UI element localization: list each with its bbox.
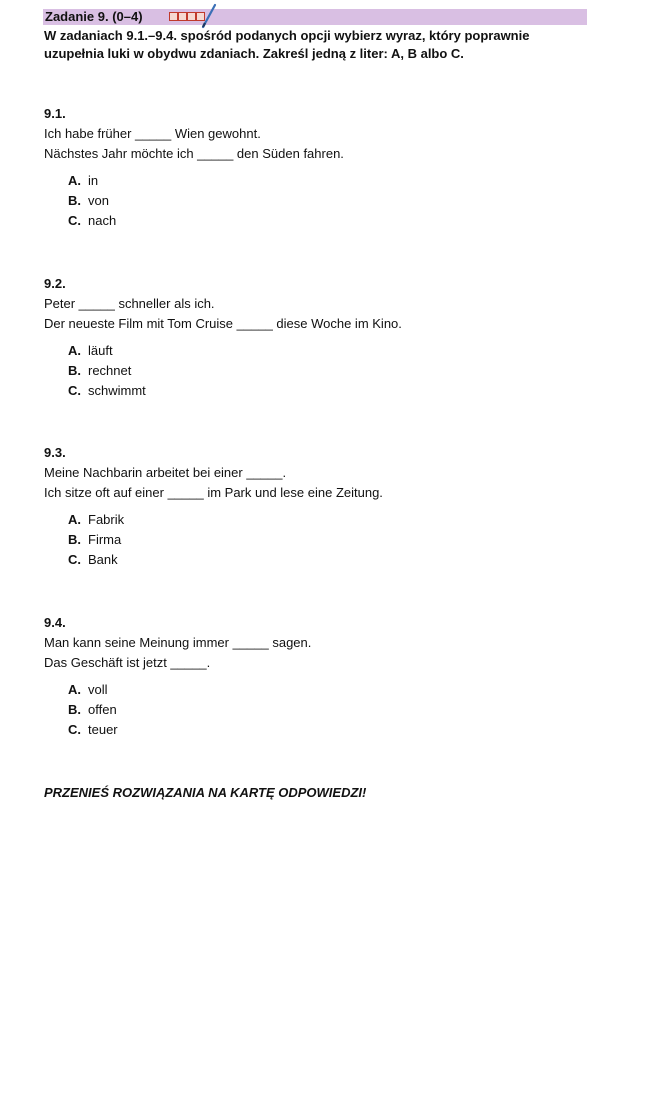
option-text: von [88,193,109,208]
option-c[interactable] [68,381,402,401]
task-header-bar [43,9,587,25]
option-text: läuft [88,343,113,358]
sentence-1: Man kann seine Meinung immer _____ sagen. [44,635,312,650]
option-c[interactable] [68,550,383,570]
sentence-2: Das Geschäft ist jetzt _____. [44,655,211,670]
option-letter: C. [68,383,81,398]
task-instruction: W zadaniach 9.1.–9.4. spośród podanych opcji wybierz wyraz, który poprawnie uzupełnia luki w obydwu zdaniach. Zakreśl jedną z liter: A, B albo C. [44,28,530,61]
task-number: 9.1. [44,106,66,121]
option-letter: C. [68,552,81,567]
option-text: nach [88,213,117,228]
option-text: rechnet [88,363,132,378]
option-letter: A. [68,512,81,527]
option-text: offen [88,702,117,717]
sentence-2: Der neueste Film mit Tom Cruise _____ diese Woche im Kino. [44,316,402,331]
option-letter: A. [68,173,81,188]
sentence-1: Meine Nachbarin arbeitet bei einer _____. [44,465,287,480]
sentence-2: Ich sitze oft auf einer _____ im Park und lese eine Zeitung. [44,485,383,500]
sentence-2: Nächstes Jahr möchte ich _____ den Süden fahren. [44,146,344,161]
option-text: Fabrik [88,512,125,527]
option-letter: B. [68,363,81,378]
option-c[interactable] [68,720,311,740]
option-b[interactable] [68,361,402,381]
option-c[interactable] [68,211,344,231]
score-box[interactable] [187,12,196,21]
task-title: Zadanie 9. (0–4) [45,9,143,24]
option-text: in [88,173,99,188]
task-9-4 [44,613,311,740]
option-text: voll [88,682,108,697]
task-9-1 [44,104,344,231]
option-letter: B. [68,193,81,208]
option-text: Bank [88,552,118,567]
option-a[interactable] [68,341,402,361]
option-letter: A. [68,682,81,697]
options-list [68,680,311,740]
option-letter: C. [68,213,81,228]
option-a[interactable] [68,510,383,530]
option-text: schwimmt [88,383,146,398]
option-b[interactable] [68,700,311,720]
task-number: 9.4. [44,615,66,630]
sentence-1: Ich habe früher _____ Wien gewohnt. [44,126,261,141]
task-number: 9.3. [44,445,66,460]
option-letter: A. [68,343,81,358]
option-b[interactable] [68,530,383,550]
option-letter: B. [68,702,81,717]
options-list [68,510,383,570]
score-box[interactable] [178,12,187,21]
sentence-1: Peter _____ schneller als ich. [44,296,215,311]
option-text: Firma [88,532,122,547]
option-a[interactable] [68,680,311,700]
task-9-2 [44,274,402,401]
options-list [68,341,402,401]
option-b[interactable] [68,191,344,211]
task-number: 9.2. [44,276,66,291]
option-text: teuer [88,722,118,737]
option-letter: B. [68,532,81,547]
option-letter: C. [68,722,81,737]
score-boxes [169,12,205,21]
transfer-answers-note: PRZENIEŚ ROZWIĄZANIA NA KARTĘ ODPOWIEDZI! [44,785,367,800]
score-box[interactable] [169,12,178,21]
task-9-3 [44,443,383,570]
pen-icon [201,3,217,29]
options-list [68,171,344,231]
option-a[interactable] [68,171,344,191]
